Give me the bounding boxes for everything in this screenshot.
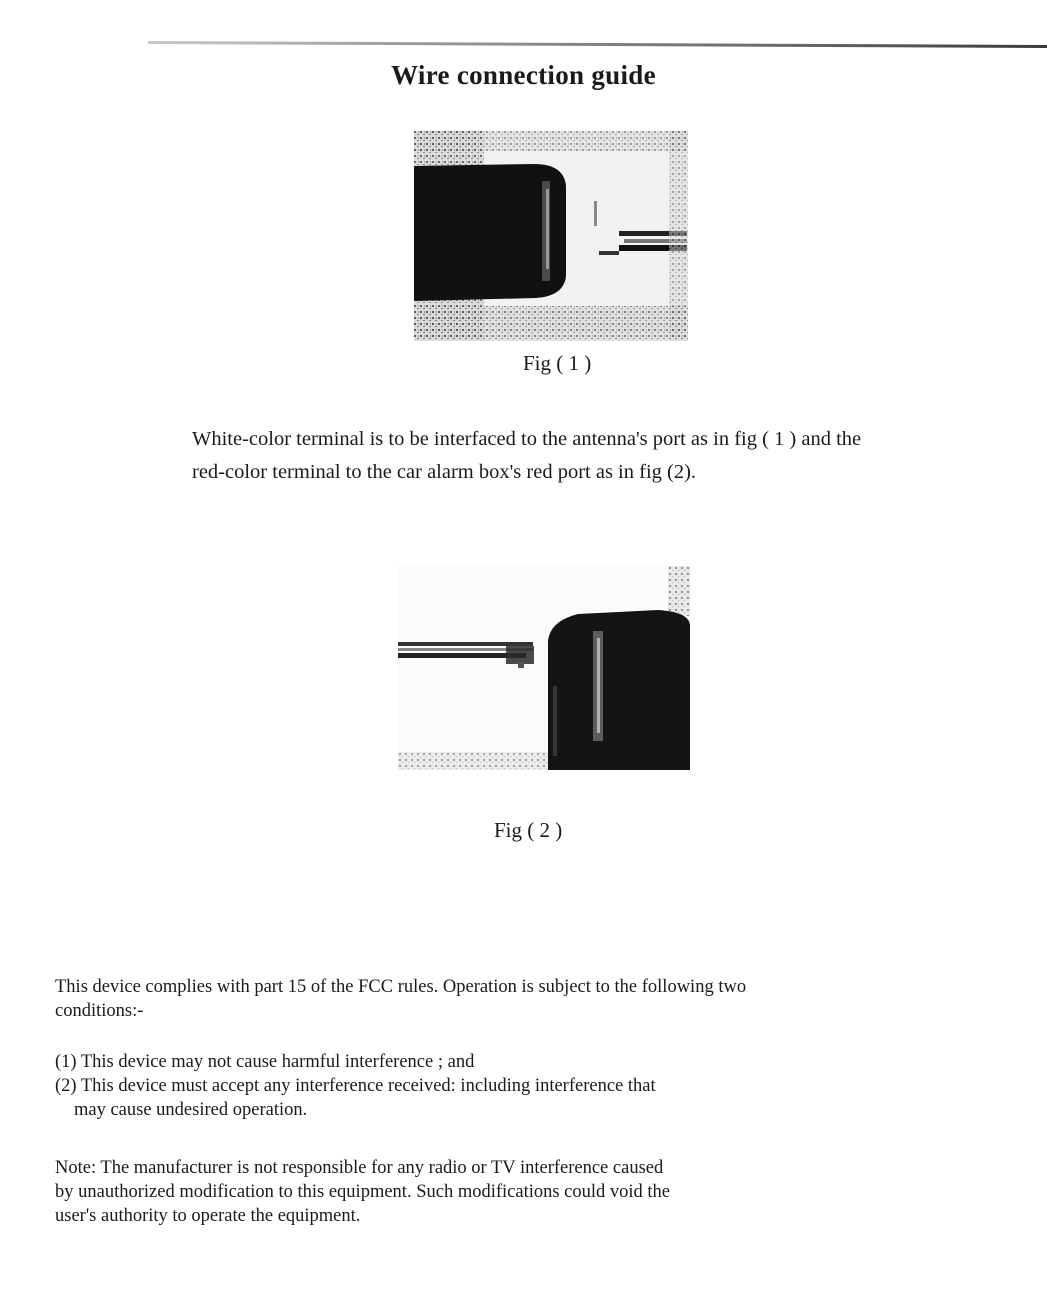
instruction-line: red-color terminal to the car alarm box's red port as in fig (2). — [192, 461, 697, 483]
figure-1-caption: Fig ( 1 ) — [523, 351, 592, 375]
fcc-condition: (1) This device may not cause harmful interference ; and — [55, 1052, 475, 1072]
instruction-line: White-color terminal is to be interfaced to the antenna's port as in fig ( 1 ) and the — [192, 428, 862, 450]
figure-2-caption: Fig ( 2 ) — [494, 818, 563, 842]
top-divider — [148, 41, 1047, 48]
note-line: user's authority to operate the equipment. — [55, 1206, 361, 1226]
figure-1-photo — [414, 131, 688, 341]
fcc-note — [55, 1156, 935, 1228]
note-line: by unauthorized modification to this equipment. Such modifications could void the — [55, 1182, 671, 1202]
figure-2-photo — [398, 566, 690, 770]
fcc-condition: (2) This device must accept any interference received: including interference that — [55, 1076, 656, 1096]
fcc-statement — [55, 975, 935, 1023]
fcc-conditions — [55, 1050, 935, 1122]
fcc-line: This device complies with part 15 of the FCC rules. Operation is subject to the following two — [55, 977, 747, 997]
instruction-paragraph — [192, 423, 1032, 489]
page-title: Wire connection guide — [391, 60, 656, 90]
note-line: Note: The manufacturer is not responsible for any radio or TV interference caused — [55, 1158, 664, 1178]
fcc-line: conditions:- — [55, 1001, 144, 1021]
fcc-condition: may cause undesired operation. — [74, 1100, 308, 1120]
